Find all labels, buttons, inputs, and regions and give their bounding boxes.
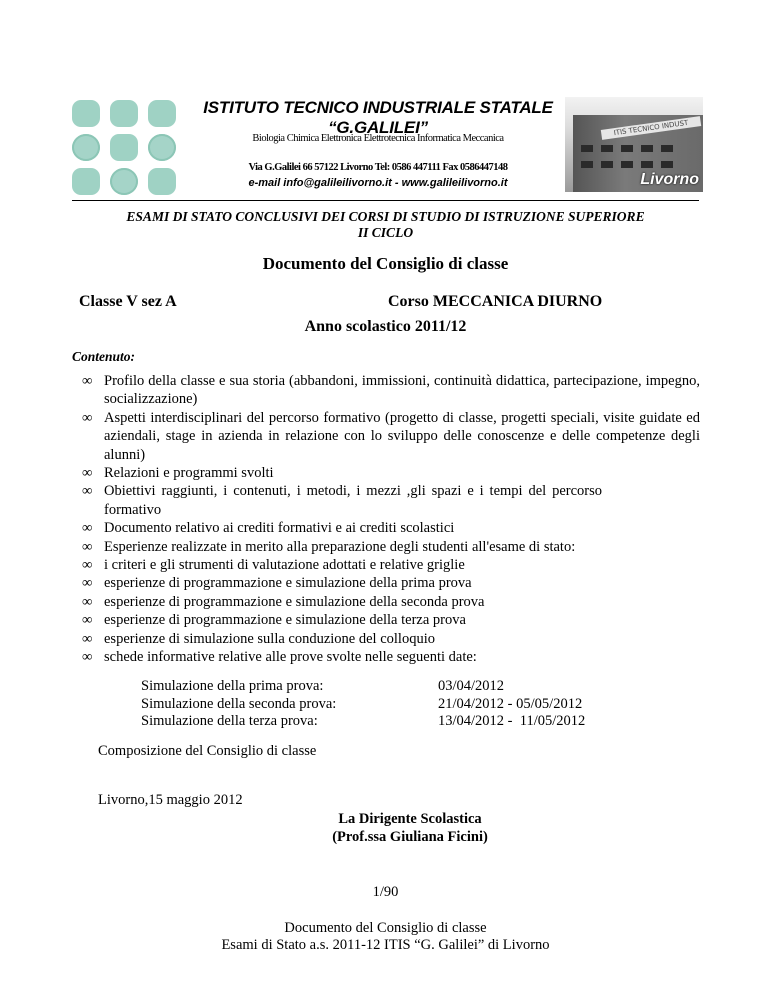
building-sign: ITIS TECNICO INDUST bbox=[601, 116, 701, 140]
council-composition: Composizione del Consiglio di classe bbox=[98, 743, 317, 759]
institute-name bbox=[178, 98, 578, 138]
sub-list-item bbox=[82, 574, 602, 592]
photo-caption: Livorno bbox=[640, 171, 699, 188]
sub-list-item-text: schede informative relative alle prove svolte nelle seguenti date: bbox=[104, 649, 477, 666]
bullet-icon: ∞ bbox=[82, 557, 93, 574]
header-divider bbox=[72, 200, 699, 201]
institute-short-name: “G.GALILEI” bbox=[328, 118, 428, 137]
list-item bbox=[82, 409, 700, 464]
sub-list-item-text: i criteri e gli strumenti di valutazione adottati e relative griglie bbox=[104, 557, 465, 574]
logo-tile bbox=[110, 134, 138, 161]
sub-contents-list bbox=[82, 556, 602, 666]
list-item-text: Profilo della classe e sua storia (abbandoni, immissioni, continuità didattica, partecipazione, impegno, socializzazione) bbox=[104, 373, 700, 408]
school-year: Anno scolastico 2011/12 bbox=[304, 318, 467, 335]
logo-tile bbox=[148, 168, 176, 195]
simulation-date: 21/04/2012 - 05/05/2012 bbox=[438, 695, 583, 712]
sub-list-item bbox=[82, 556, 602, 574]
logo-circle bbox=[148, 134, 176, 161]
list-item bbox=[82, 464, 700, 482]
school-logo bbox=[72, 100, 176, 196]
sub-list-item bbox=[82, 611, 602, 629]
exam-title-line: II CICLO bbox=[357, 225, 414, 240]
logo-tile bbox=[72, 100, 100, 127]
logo-tile bbox=[72, 168, 100, 195]
signatory-role: La Dirigente Scolastica bbox=[338, 811, 482, 827]
sub-list-item bbox=[82, 630, 602, 648]
list-item-text: Esperienze realizzate in merito alla preparazione degli studenti all'esame di stato: bbox=[104, 538, 576, 555]
course-label: Corso MECCANICA DIURNO bbox=[388, 293, 603, 310]
sub-list-item bbox=[82, 648, 602, 666]
logo-tile bbox=[110, 100, 138, 127]
school-building-photo bbox=[565, 97, 703, 192]
institute-subjects: Biologia Chimica Elettronica Elettrotecnica Informatica Meccanica bbox=[252, 133, 504, 144]
bullet-icon: ∞ bbox=[82, 409, 93, 426]
signatory-name: (Prof.ssa Giuliana Ficini) bbox=[332, 829, 488, 845]
institute-contacts: e-mail info@galileilivorno.it - www.galileilivorno.it bbox=[248, 177, 508, 189]
institute-name-line: ISTITUTO TECNICO INDUSTRIALE STATALE bbox=[203, 98, 553, 117]
footer-line: Documento del Consiglio di classe bbox=[284, 920, 487, 936]
bullet-icon: ∞ bbox=[82, 520, 93, 537]
list-item bbox=[82, 519, 700, 537]
simulation-label: Simulazione della prima prova: bbox=[141, 678, 324, 694]
simulation-label: Simulazione della terza prova: bbox=[141, 713, 318, 729]
sub-list-item-text: esperienze di simulazione sulla conduzione del colloquio bbox=[104, 630, 435, 647]
bullet-icon: ∞ bbox=[82, 575, 93, 592]
simulation-label: Simulazione della seconda prova: bbox=[141, 695, 337, 712]
simulation-date: 03/04/2012 bbox=[438, 678, 505, 694]
logo-tile bbox=[148, 100, 176, 127]
simulation-labels bbox=[141, 678, 336, 731]
sub-list-item-text: esperienze di programmazione e simulazione della seconda prova bbox=[104, 593, 485, 610]
bullet-icon: ∞ bbox=[82, 538, 93, 555]
exam-title-line: ESAMI DI STATO CONCLUSIVI DEI CORSI DI STUDIO DI ISTRUZIONE SUPERIORE bbox=[126, 209, 645, 224]
contents-list bbox=[82, 372, 700, 667]
contents-heading: Contenuto: bbox=[72, 349, 136, 364]
list-item-text: Relazioni e programmi svolti bbox=[104, 465, 274, 482]
place-date: Livorno,15 maggio 2012 bbox=[98, 792, 243, 808]
bullet-icon: ∞ bbox=[82, 465, 93, 482]
simulation-dates bbox=[438, 678, 585, 731]
list-item-text: Aspetti interdisciplinari del percorso formativo (progetto di classe, progetti speciali, visite guidate ed aziendali, stage in azienda in relazione con lo sviluppo delle conoscenze e delle competenze degli alunni) bbox=[104, 409, 700, 463]
list-item bbox=[82, 482, 700, 519]
exam-title bbox=[72, 209, 699, 241]
class-label: Classe V sez A bbox=[79, 293, 177, 310]
footer-line: Esami di Stato a.s. 2011-12 ITIS “G. Galilei” di Livorno bbox=[221, 937, 550, 953]
bullet-icon: ∞ bbox=[82, 649, 93, 666]
bullet-icon: ∞ bbox=[82, 593, 93, 610]
bullet-icon: ∞ bbox=[82, 483, 93, 500]
list-item bbox=[82, 538, 700, 667]
list-item-text: Documento relativo ai crediti formativi e ai crediti scolastici bbox=[104, 520, 455, 537]
institute-address: Via G.Galilei 66 57122 Livorno Tel: 0586 447111 Fax 0586447148 bbox=[248, 162, 508, 173]
page-number: 1/90 bbox=[372, 884, 399, 900]
logo-circle bbox=[110, 168, 138, 195]
bullet-icon: ∞ bbox=[82, 373, 93, 389]
list-item-text: Obiettivi raggiunti, i contenuti, i metodi, i mezzi ,gli spazi e i tempi del percorso formativo bbox=[104, 483, 602, 518]
simulation-date: 13/04/2012 - 11/05/2012 bbox=[438, 713, 586, 729]
sub-list-item-text: esperienze di programmazione e simulazione della prima prova bbox=[104, 575, 472, 592]
sub-list-item bbox=[82, 593, 602, 611]
bullet-icon: ∞ bbox=[82, 630, 93, 647]
signature-block bbox=[290, 810, 530, 846]
bullet-icon: ∞ bbox=[82, 612, 93, 629]
logo-circle bbox=[72, 134, 100, 161]
page-footer bbox=[72, 920, 699, 954]
document-title: Documento del Consiglio di classe bbox=[262, 254, 509, 273]
list-item bbox=[82, 372, 700, 409]
sub-list-item-text: esperienze di programmazione e simulazione della terza prova bbox=[104, 612, 466, 629]
